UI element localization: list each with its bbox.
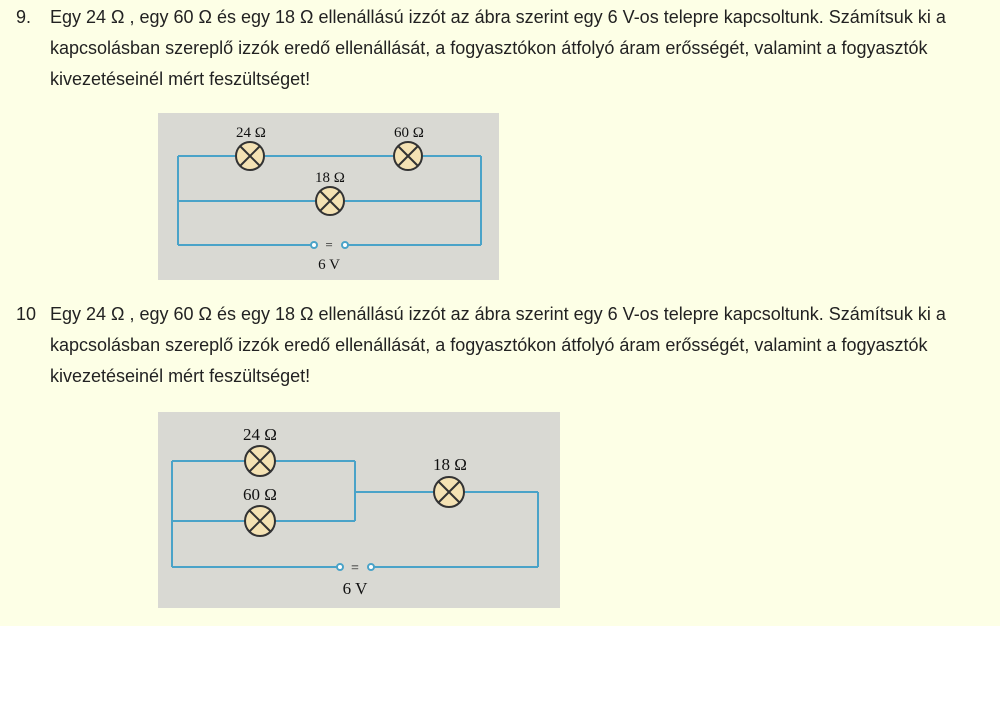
battery-symbol: = (325, 237, 333, 252)
circuit-diagram (158, 412, 560, 608)
lamp-label-60: 60 Ω (394, 125, 424, 141)
problem-number: 10 (16, 304, 37, 324)
lamp-label-18: 18 Ω (315, 170, 345, 186)
circuit-figure-9 (158, 113, 499, 280)
problem-text: Egy 24 Ω , egy 60 Ω és egy 18 Ω ellenállású izzót az ábra szerint egy 6 V-os telepre kapcsoltunk. Számítsuk ki a kapcsolásban szereplő izzók eredő ellenállását, a fogyasztókon átfolyó áram erősségét, valamint a fogyasztók kivezetéseinél mért feszültséget! (50, 304, 946, 386)
lamp-24-icon (245, 446, 275, 476)
lamp-24-icon (236, 142, 264, 170)
battery-symbol: = (351, 561, 359, 576)
lamp-18-icon (434, 477, 464, 507)
lamp-label-18: 18 Ω (433, 455, 467, 474)
problem-text: Egy 24 Ω , egy 60 Ω és egy 18 Ω ellenállású izzót az ábra szerint egy 6 V-os telepre kapcsoltunk. Számítsuk ki a kapcsolásban szereplő izzók eredő ellenállását, a fogyasztókon átfolyó áram erősségét, valamint a fogyasztók kivezetéseinél mért feszültséget! (50, 7, 946, 89)
battery-label: 6 V (342, 579, 368, 598)
circuit-diagram (158, 113, 499, 280)
lamp-60-icon (245, 506, 275, 536)
circuit-figure-10 (158, 412, 560, 608)
lamp-label-24: 24 Ω (243, 425, 277, 444)
battery-label: 6 V (318, 257, 340, 273)
lamp-label-24: 24 Ω (236, 125, 266, 141)
lamp-60-icon (394, 142, 422, 170)
lamp-label-60: 60 Ω (243, 485, 277, 504)
lamp-18-icon (316, 187, 344, 215)
problem-number: 9. (16, 7, 32, 27)
